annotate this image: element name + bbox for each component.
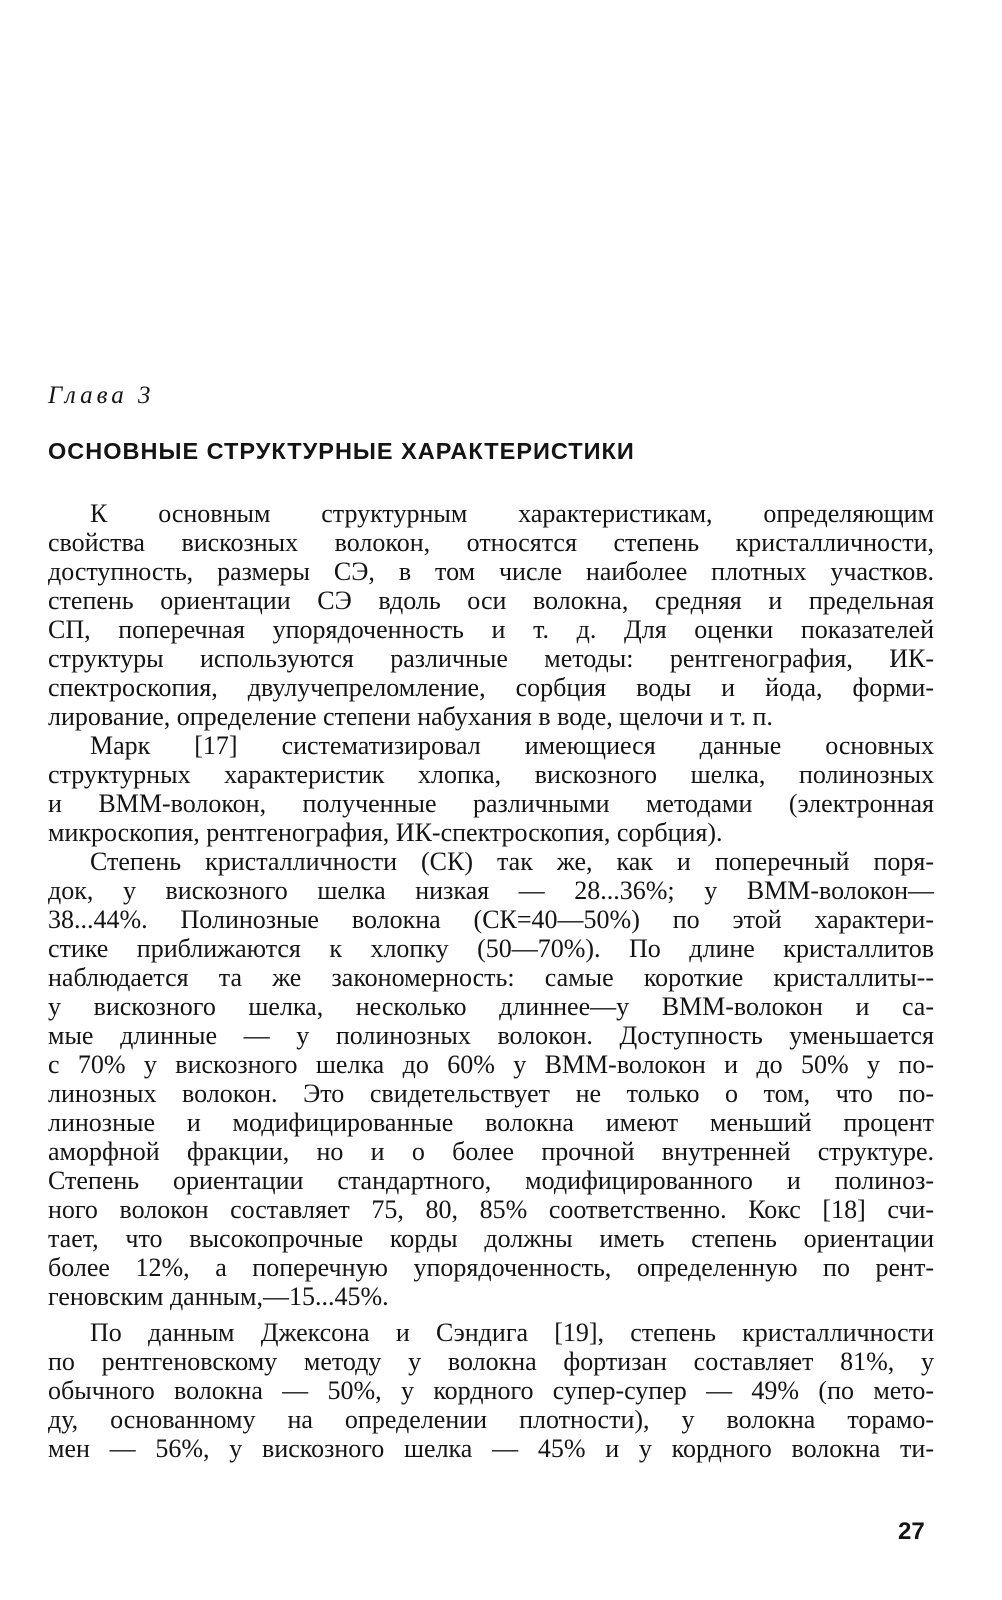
text-line: микроскопия, рентгенография, ИК-спектроскопия, сорбция). — [48, 818, 723, 847]
text-line: доступность, размеры СЭ, в том числе наиболее плотных участков. — [48, 557, 934, 586]
text-line: Марк [17] систематизировал имеющиеся данные основных — [90, 731, 934, 760]
text-line: по рентгеновскому методу у волокна фортизан составляет 81%, у — [48, 1347, 934, 1376]
text-line: наблюдается та же закономерность: самые короткие кристаллиты-- — [48, 963, 934, 992]
text-line: лирование, определение степени набухания в воде, щелочи и т. п. — [48, 702, 773, 731]
text-line: степень ориентации СЭ вдоль оси волокна, средняя и предельная — [48, 586, 934, 615]
text-line: спектроскопия, двулучепреломление, сорбция воды и йода, форми- — [48, 673, 934, 702]
page-number: 27 — [898, 1518, 925, 1545]
chapter-title: ОСНОВНЫЕ СТРУКТУРНЫЕ ХАРАКТЕРИСТИКИ — [48, 438, 635, 464]
text-line: стике приближаются к хлопку (50—70%). По длине кристаллитов — [48, 934, 934, 963]
paragraph — [48, 847, 934, 1311]
text-line: геновским данным,—15...45%. — [48, 1282, 389, 1311]
text-line: и ВММ-волокон, полученные различными методами (электронная — [48, 789, 934, 818]
text-line: ду, основанному на определении плотности), у волокна торамо- — [48, 1405, 934, 1434]
text-line: мен — 56%, у вискозного шелка — 45% и у кордного волокна ти- — [48, 1434, 934, 1463]
paragraph — [48, 1318, 934, 1463]
text-line: свойства вискозных волокон, относятся степень кристалличности, — [48, 528, 934, 557]
paragraph — [48, 731, 934, 847]
text-line: структурных характеристик хлопка, вискозного шелка, полинозных — [48, 760, 934, 789]
body-text — [48, 499, 934, 1463]
text-line: обычного волокна — 50%, у кордного супер-супер — 49% (по мето- — [48, 1376, 934, 1405]
text-line: ного волокон составляет 75, 80, 85% соответственно. Кокс [18] счи- — [48, 1195, 934, 1224]
text-line: у вискозного шелка, несколько длиннее—у ВММ-волокон и са- — [48, 992, 934, 1021]
text-line: структуры используются различные методы: рентгенография, ИК- — [48, 644, 934, 673]
text-line: с 70% у вискозного шелка до 60% у ВММ-волокон и до 50% у по- — [48, 1050, 934, 1079]
text-line: 38...44%. Полинозные волокна (СК=40—50%) по этой характери- — [48, 905, 934, 934]
text-line: По данным Джексона и Сэндига [19], степень кристалличности — [90, 1318, 934, 1347]
text-line: аморфной фракции, но и о более прочной внутренней структуре. — [48, 1137, 934, 1166]
text-line: мые длинные — у полинозных волокон. Доступность уменьшается — [48, 1021, 934, 1050]
text-line: СП, поперечная упорядоченность и т. д. Для оценки показателей — [48, 615, 934, 644]
chapter-label: Глава 3 — [48, 382, 155, 409]
text-line: Степень ориентации стандартного, модифицированного и полиноз- — [48, 1166, 934, 1195]
paragraph — [48, 499, 934, 731]
text-line: К основным структурным характеристикам, определяющим — [90, 499, 934, 528]
text-line: линозные и модифицированные волокна имеют меньший процент — [48, 1108, 934, 1137]
text-line: более 12%, а поперечную упорядоченность, определенную по рент- — [48, 1253, 934, 1282]
text-line: Степень кристалличности (СК) так же, как и поперечный поря- — [90, 847, 934, 876]
text-line: линозных волокон. Это свидетельствует не только о том, что по- — [48, 1079, 934, 1108]
text-line: док, у вискозного шелка низкая — 28...36%; у ВММ-волокон— — [48, 876, 934, 905]
text-line: тает, что высокопрочные корды должны иметь степень ориентации — [48, 1224, 934, 1253]
